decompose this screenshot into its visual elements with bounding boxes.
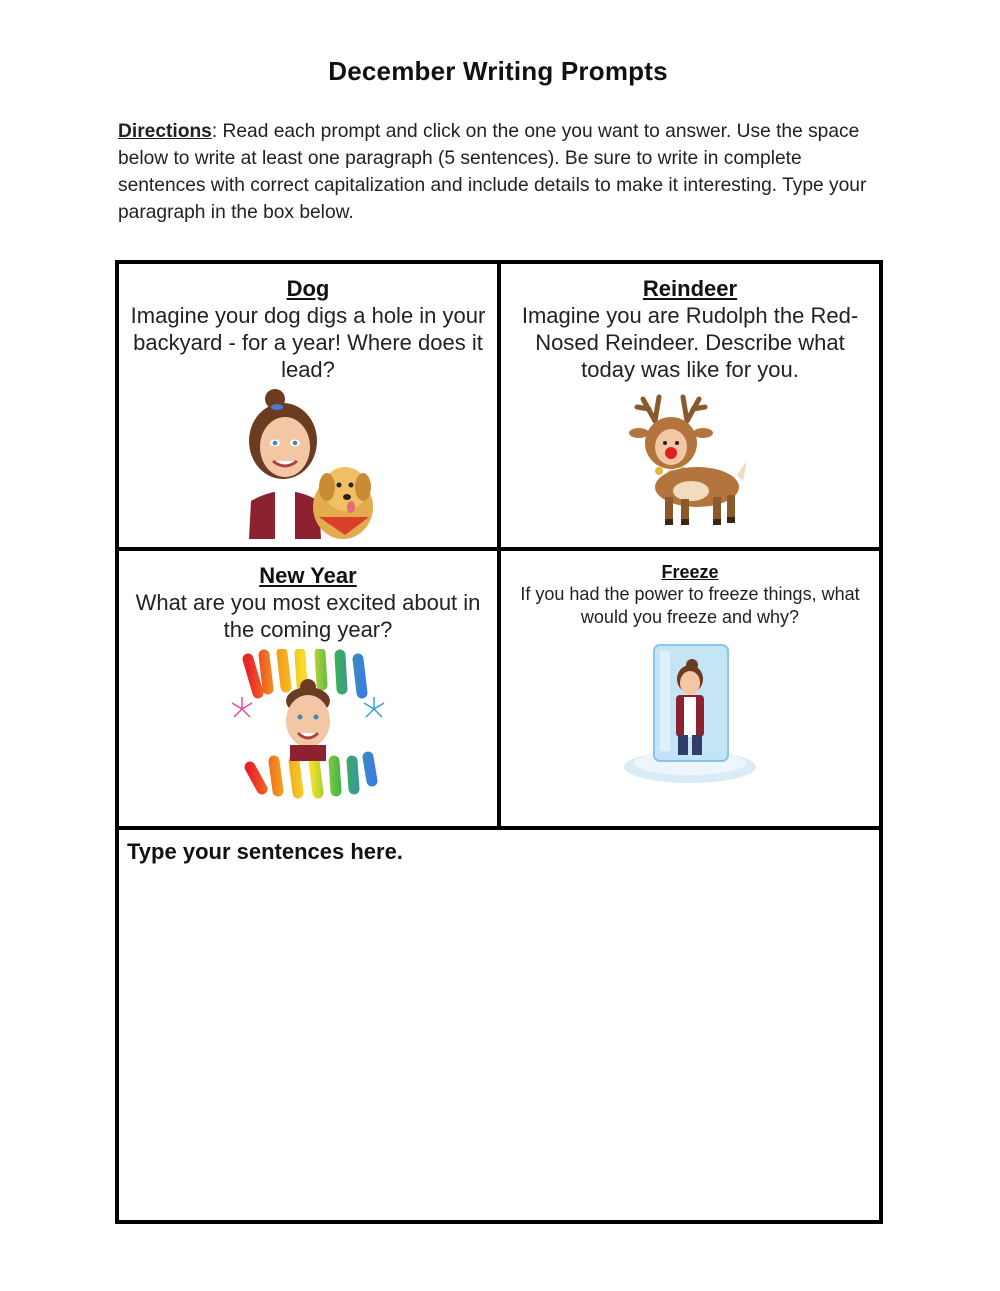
frozen-in-ice-icon [620,637,760,787]
answer-input[interactable] [127,872,871,1202]
answer-label: Type your sentences here. [127,839,403,864]
directions [118,118,888,226]
prompt-card-dog[interactable] [119,264,497,547]
prompt-card-reindeer[interactable] [501,264,879,547]
prompt-text: Imagine your dog digs a hole in your backyard - for a year! Where does it lead? [130,303,486,382]
prompt-text: Imagine you are Rudolph the Red-Nosed Reindeer. Describe what today was like for you. [521,303,859,382]
prompt-heading: Dog [286,276,330,301]
happy-new-year-icon [228,649,388,799]
answer-area [119,830,879,1220]
directions-text: : Read each prompt and click on the one you want to answer. Use the space below to write at least one paragraph (5 sentences). Be sure to write in complete sentences with correct capitalization and include details to make it interesting. Type your paragraph in the box below. [118,121,867,223]
prompt-heading: Freeze [661,562,719,582]
reindeer-costume-icon [625,391,755,531]
prompt-card-freeze[interactable] [501,551,879,826]
prompt-text: What are you most excited about in the coming year? [135,590,481,642]
directions-label: Directions [118,121,212,142]
page-title: December Writing Prompts [328,56,668,86]
prompt-text: If you had the power to freeze things, what would you freeze and why? [520,584,860,627]
prompt-card-new-year[interactable] [119,551,497,826]
prompt-heading: Reindeer [642,276,738,301]
prompt-grid [115,260,883,1224]
prompt-heading: New Year [259,563,357,588]
woman-with-dog-icon [233,389,383,539]
